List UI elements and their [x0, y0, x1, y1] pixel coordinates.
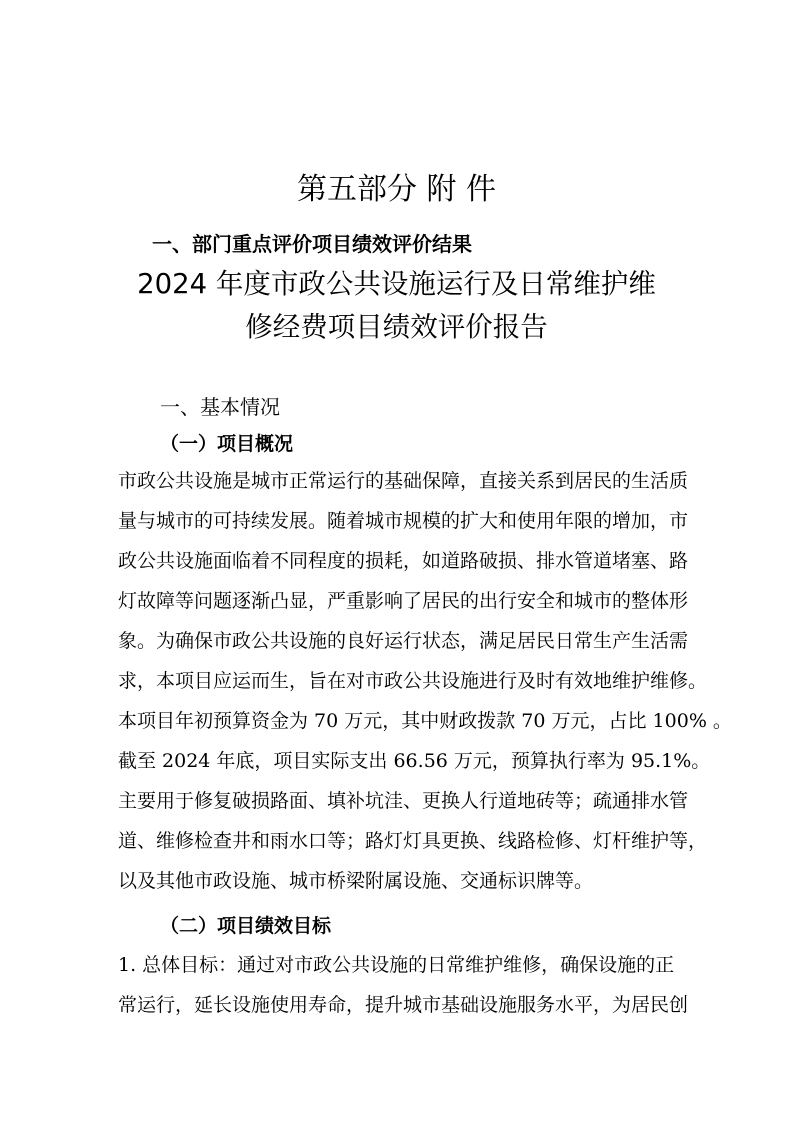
paragraph-line: 政公共设施面临着不同程度的损耗，如道路破损、排水管道堵塞、路 — [118, 550, 689, 572]
paragraph-line: 象。为确保市政公共设施的良好运行状态，满足居民日常生产生活需 — [118, 630, 689, 652]
heading-project-overview: （一）项目概况 — [160, 433, 294, 455]
report-title-line-1: 2024 年度市政公共设施运行及日常维护维 — [137, 268, 656, 300]
heading-basic-info: 一、基本情况 — [160, 395, 280, 419]
paragraph-line: 本项目年初预算资金为 70 万元，其中财政拨款 70 万元，占比 100% 。 — [118, 710, 732, 732]
paragraph-line: 常运行，延长设施使用寿命，提升城市基础设施服务水平，为居民创 — [118, 994, 689, 1016]
report-title-line-2: 修经费项目绩效评价报告 — [245, 311, 548, 343]
paragraph-line: 以及其他市政设施、城市桥梁附属设施、交通标识牌等。 — [118, 870, 594, 892]
paragraph-line: 1. 总体目标：通过对市政公共设施的日常维护维修，确保设施的正 — [118, 954, 675, 976]
section-heading: 一、部门重点评价项目绩效评价结果 — [152, 232, 472, 256]
part-title: 第五部分 附 件 — [296, 172, 497, 207]
paragraph-line: 求，本项目应运而生，旨在对市政公共设施进行及时有效地维护维修。 — [118, 670, 708, 692]
heading-performance-goals: （二）项目绩效目标 — [160, 915, 332, 937]
paragraph-line: 道、维修检查井和雨水口等；路灯灯具更换、线路检修、灯杆维护等， — [118, 830, 708, 852]
paragraph-line: 灯故障等问题逐渐凸显，严重影响了居民的出行安全和城市的整体形 — [118, 590, 689, 612]
paragraph-line: 截至 2024 年底，项目实际支出 66.56 万元，预算执行率为 95.1%。 — [118, 750, 711, 772]
paragraph-line: 市政公共设施是城市正常运行的基础保障，直接关系到居民的生活质 — [118, 470, 689, 492]
paragraph-line: 量与城市的可持续发展。随着城市规模的扩大和使用年限的增加，市 — [118, 510, 689, 532]
paragraph-line: 主要用于修复破损路面、填补坑洼、更换人行道地砖等；疏通排水管 — [118, 790, 689, 812]
